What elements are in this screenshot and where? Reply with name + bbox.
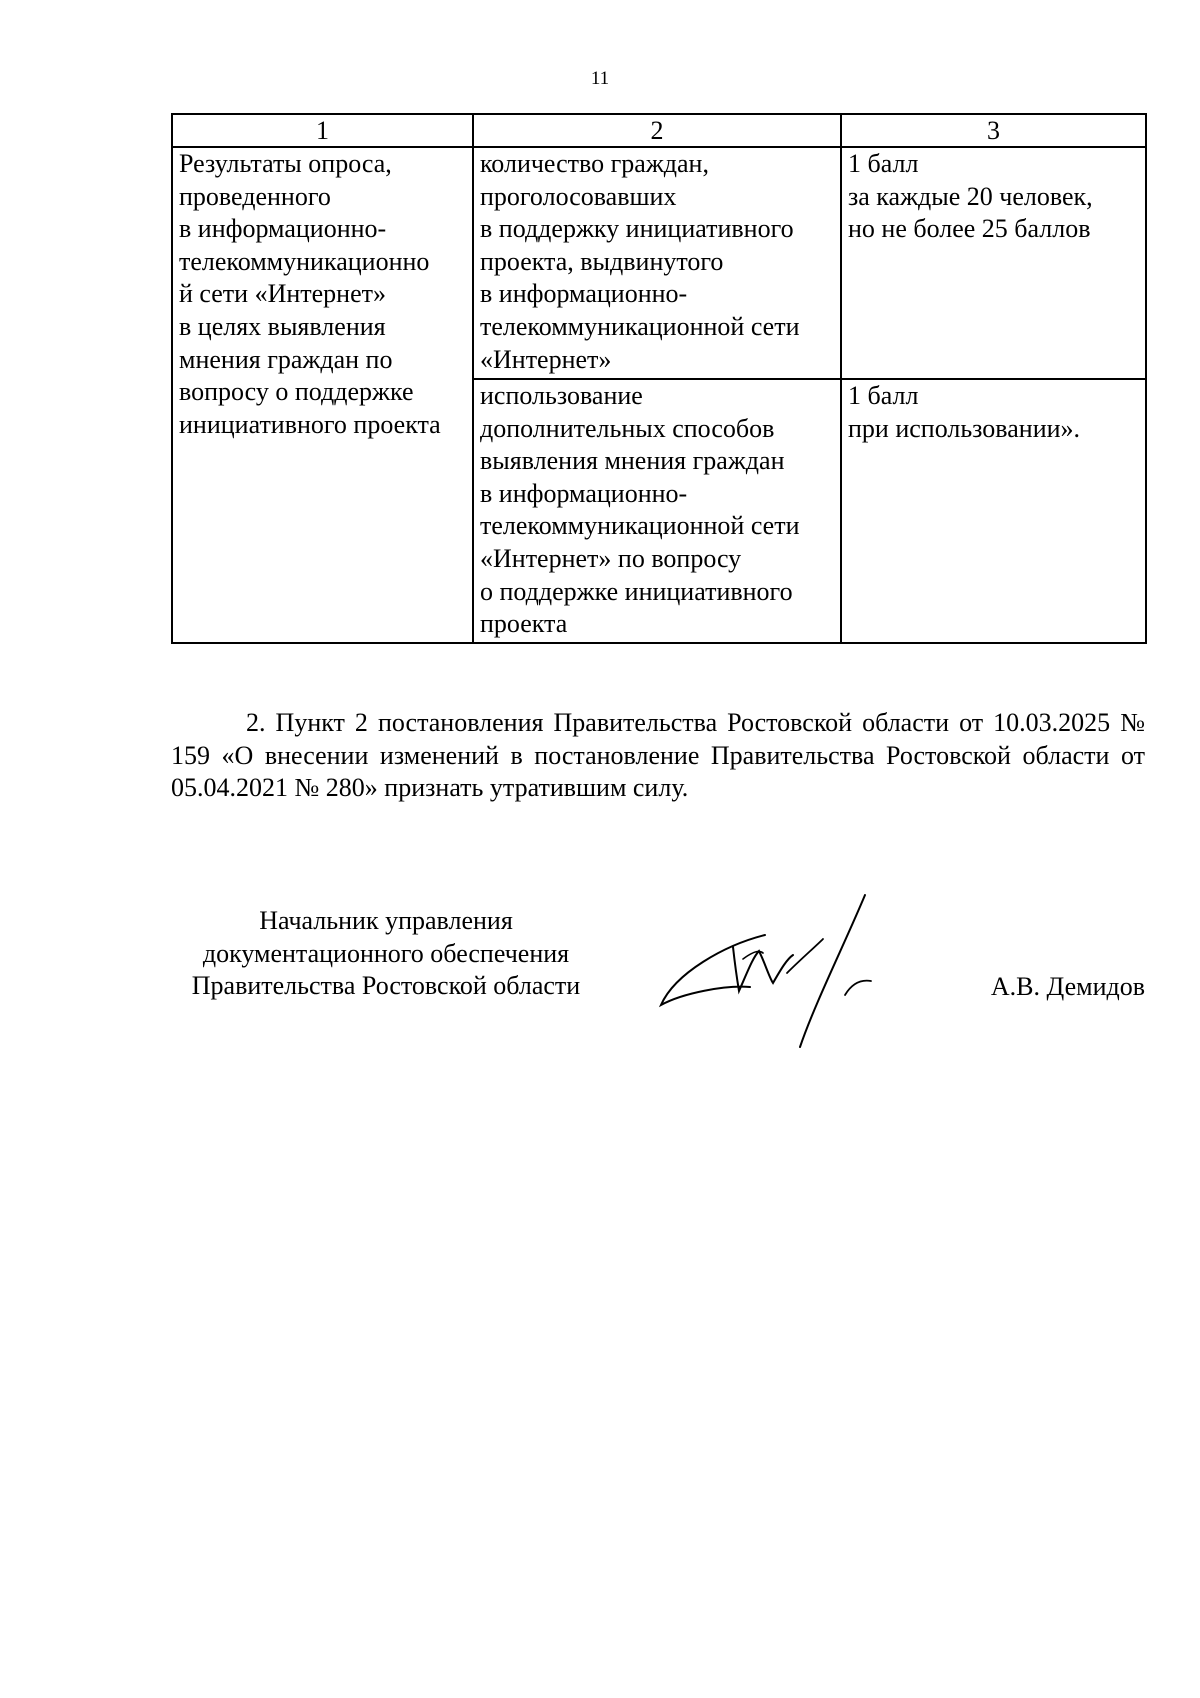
- signer-name: А.В. Демидов: [990, 972, 1145, 1001]
- signer-position-line: Правительства Ростовской области: [191, 971, 581, 1001]
- table-header-row: [172, 114, 1146, 147]
- table-header-cell: 3: [841, 114, 1146, 147]
- points-cell: [841, 379, 1146, 643]
- table-header-cell: 1: [172, 114, 473, 147]
- criterion-cell: [172, 147, 473, 643]
- page-number: 11: [590, 68, 610, 89]
- indicator-text: количество граждан, проголосовавших в поддержку инициативного проекта, выдвинутого в информационно- телекоммуникационной сети «Интернет»: [480, 149, 800, 374]
- indicator-cell: [473, 379, 841, 643]
- criterion-text: Результаты опроса, проведенного в информационно- телекоммуникационно й сети «Интернет» в целях выявления мнения граждан по вопросу о поддержке инициативного проекта: [179, 149, 441, 439]
- signer-position-line: документационного обеспечения: [202, 938, 570, 968]
- signer-position: [171, 905, 601, 1003]
- paragraph-2: 2. Пункт 2 постановления Правительства Ростовской области от 10.03.2025 № 159 «О внесении изменений в постановление Правительства Ростовской области от 05.04.2021 № 280» признать утратившим силу.: [171, 708, 1145, 803]
- criteria-table: [171, 113, 1147, 644]
- table-header-cell: 2: [473, 114, 841, 147]
- points-text: 1 балл при использовании».: [848, 381, 1081, 443]
- signer-position-line: Начальник управления: [259, 906, 513, 935]
- indicator-text: использование дополнительных способов выявления мнения граждан в информационно- телекоммуникационной сети «Интернет» по вопросу о поддержке инициативного проекта: [480, 381, 800, 639]
- points-text: 1 балл за каждые 20 человек, но не более 25 баллов: [848, 149, 1093, 244]
- points-cell: [841, 147, 1146, 379]
- table-row: [172, 147, 1146, 379]
- handwritten-signature: [655, 893, 925, 1053]
- indicator-cell: [473, 147, 841, 379]
